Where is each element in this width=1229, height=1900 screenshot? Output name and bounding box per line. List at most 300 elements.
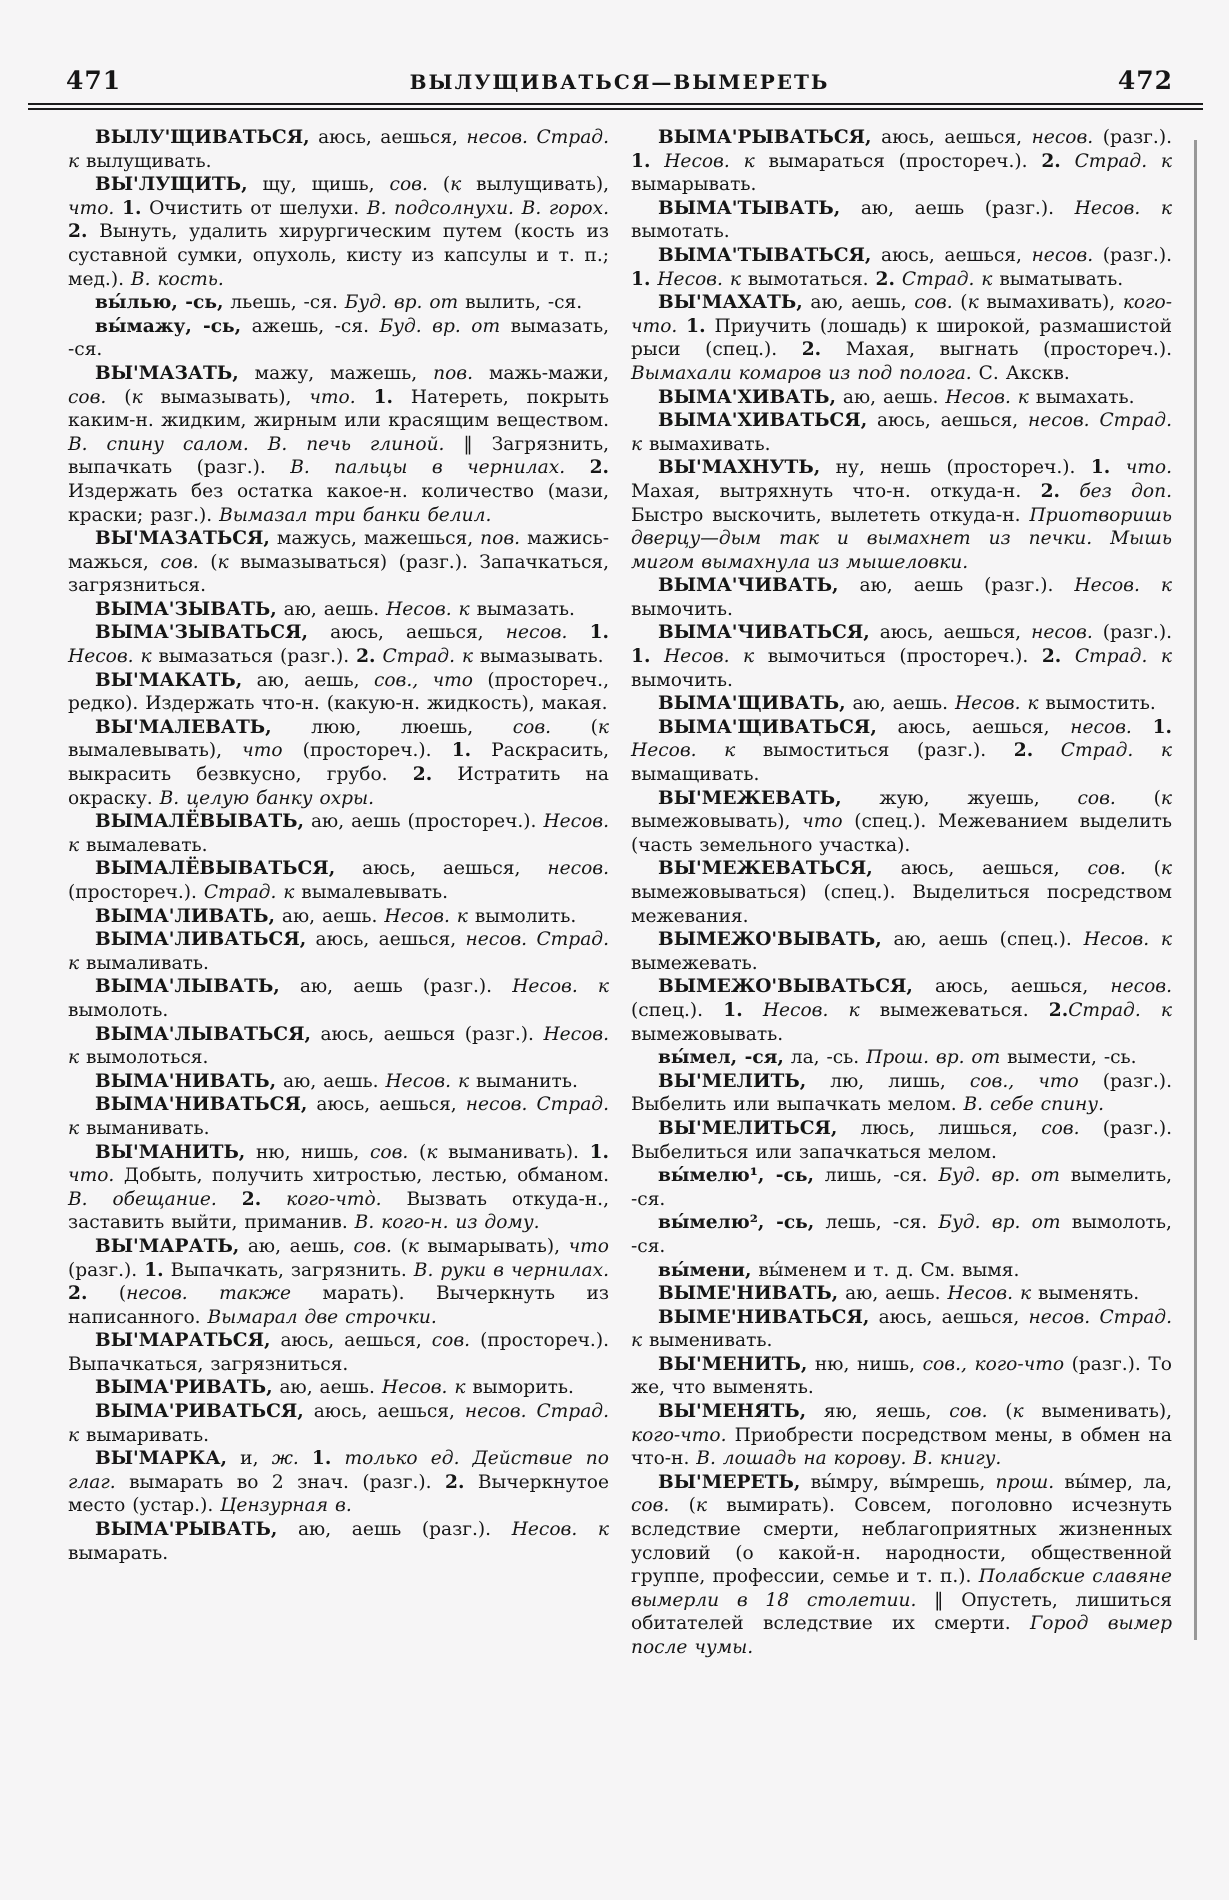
dictionary-entry (631, 716, 1172, 787)
entry-text: Выпачкать, загрязнить. (163, 1259, 414, 1281)
dictionary-entry (631, 1070, 1172, 1117)
entry-text: ( (87, 1283, 127, 1305)
entry-text: выматывать. (992, 268, 1124, 290)
entry-text: несов. (1031, 244, 1094, 266)
entry-text: вы́мер, ла, (1054, 1471, 1172, 1493)
entry-text: несов. (466, 127, 528, 148)
entry-text: сов. (949, 1401, 988, 1423)
headword: ВЫМА'ЗЫВАТЬСЯ, (95, 622, 308, 644)
entry-text: Добыть, получить хитростью, лестью, обманом. (114, 1165, 609, 1187)
entry-text: мажь-мажи, (473, 362, 609, 384)
dictionary-entry (631, 386, 1172, 410)
entry-text (526, 1401, 536, 1422)
entry-text: аю, аешь. (838, 1283, 948, 1305)
headword: ВЫ'МЕНЯТЬ, (658, 1401, 807, 1423)
entry-text (677, 316, 686, 337)
headword: ВЫМЕ'НИВАТЬСЯ, (658, 1306, 870, 1328)
entry-text (1140, 198, 1161, 219)
entry-text: несов. (465, 929, 528, 951)
entry-text: вымазывать), (142, 386, 310, 408)
entry-text: вымочить. (631, 598, 733, 620)
entry-text: к (217, 551, 229, 573)
headword: ВЫ'МАНИТЬ, (95, 1141, 246, 1163)
entry-text (114, 198, 122, 219)
entry-text: мажусь, мажешься, (269, 528, 481, 550)
entry-text: Страд. к (1060, 740, 1172, 762)
headword: ВЫМА'ХИВАТЬСЯ, (658, 410, 868, 432)
entry-text: ( (427, 174, 451, 196)
entry-text: Цензурная в. (220, 1495, 352, 1517)
entry-text: Несов. к (762, 999, 860, 1021)
dictionary-entry (631, 1046, 1172, 1070)
entry-text: кого-что. (631, 292, 1172, 337)
entry-text: несов. (505, 622, 568, 644)
entry-text: Страд. к (68, 1401, 609, 1446)
headword: ВЫМЕ'НИВАТЬ, (658, 1283, 839, 1305)
entry-text: к (1160, 999, 1172, 1021)
entry-text: вымолоть, -ся. (631, 1212, 1172, 1257)
entry-text: ( (987, 1401, 1013, 1423)
entry-text: вы́менем и т. д. См. вымя. (751, 1259, 1020, 1281)
running-head: ВЫЛУЩИВАТЬСЯ—ВЫМЕРЕТЬ (409, 70, 830, 94)
header-rule (28, 103, 1203, 110)
entry-text: аю, аешь, (242, 669, 374, 691)
entry-text: что (242, 740, 283, 762)
dictionary-entry (68, 527, 609, 598)
entry-text: С. Акскв. (971, 362, 1070, 384)
entry-text: аюсь, аешься, (869, 622, 1032, 644)
dictionary-entry (68, 1141, 609, 1235)
entry-text: сов. (370, 1141, 409, 1163)
entry-text: Вымарал две строчки. (207, 1306, 437, 1328)
entry-text: несов. (1070, 716, 1132, 738)
page-number-left: 471 (66, 66, 122, 95)
entry-text: выменивать), (1023, 1401, 1172, 1423)
entry-text: вымарать во 2 знач. (разг.). (115, 1471, 446, 1493)
entry-text (299, 1448, 312, 1469)
dictionary-entry (68, 1376, 609, 1400)
dictionary-entry (631, 621, 1172, 692)
dictionary-entry (631, 291, 1172, 385)
entry-text: без доп. (1079, 480, 1172, 502)
entry-text: Город вымер после чумы. (631, 1613, 1172, 1658)
entry-text: Страд. к (68, 127, 609, 172)
entry-text: вымотать. (631, 221, 730, 243)
entry-text: Несов. к (381, 1377, 466, 1399)
entry-text: несов. (465, 1094, 528, 1116)
entry-text (1061, 646, 1075, 667)
entry-text: аюсь, аешься, (307, 622, 506, 644)
entry-text: Несов. к (68, 811, 609, 856)
entry-text (1060, 481, 1079, 502)
entry-text: аюсь, аешься, (876, 716, 1071, 738)
headword: 1. (631, 268, 651, 290)
entry-text: вымежеваться. (859, 999, 1049, 1021)
entry-text: аю, аешь (простореч.). (303, 811, 544, 833)
dictionary-entry (631, 1164, 1172, 1211)
entry-text: к (131, 386, 143, 408)
headword: ВЫ'МЕЖЕВАТЬ, (658, 787, 842, 809)
entry-text: (разг.). То же, что выменять. (631, 1353, 1173, 1399)
entry-text: Страд. к (68, 929, 609, 974)
entry-text: Вызвать откуда-н., заставить выйти, приманив. (68, 1188, 610, 1234)
entry-text: ж. (271, 1448, 299, 1470)
dictionary-entry (631, 1211, 1172, 1258)
dictionary-entry (68, 1329, 609, 1376)
dictionary-entry (68, 669, 609, 716)
entry-text: вымостить. (1038, 693, 1156, 715)
entry-text: аюсь, аешься, (307, 1094, 466, 1116)
headword: 2. (68, 221, 88, 243)
entry-text: (разг.). (1093, 244, 1172, 266)
headword: ВЫМА'РИВАТЬ, (95, 1377, 273, 1399)
entry-text: аю, аешь (разг.). (840, 197, 1075, 219)
dictionary-entry (68, 1518, 609, 1565)
entry-text: Вымахали комаров из под полога. (631, 362, 972, 384)
entry-text: сов. (431, 1330, 471, 1352)
entry-text: аю, аешь. (272, 1377, 382, 1399)
entry-text: Несов. к (631, 740, 736, 762)
entry-text: выменять. (1031, 1283, 1140, 1305)
entry-text: вымазать, -ся. (68, 315, 609, 361)
entry-text: вымазаться (разг.). (151, 646, 357, 668)
headword: ВЫ'ЛУЩИТЬ, (95, 174, 248, 196)
entry-text: ( (391, 1235, 408, 1257)
headword: 2. (875, 268, 895, 290)
entry-text: Несов. к (657, 268, 741, 290)
entry-text: Махая, выгнать (простореч.). (821, 339, 1172, 361)
entry-text: аю, аешь, (802, 292, 915, 314)
entry-text: Махая, вытряхнуть что-н. откуда-н. (631, 480, 1041, 502)
entry-text: пов. (480, 528, 521, 550)
entry-text: вымоститься (разг.). (735, 740, 1014, 762)
headword: 2. (241, 1188, 262, 1210)
headword: ВЫМА'ЧИВАТЬ, (658, 575, 839, 597)
headword: 2. (589, 457, 609, 479)
entry-text: несов. (547, 858, 609, 880)
entry-text: аю, аешь (разг.). (277, 1519, 512, 1541)
dictionary-entry (631, 197, 1172, 244)
entry-text: вымалевать. (79, 834, 208, 856)
entry-text: вымочить. (631, 669, 733, 691)
headword: ВЫ'МАЛЕВАТЬ, (95, 716, 272, 738)
dictionary-entry (631, 692, 1172, 716)
entry-text: аю, аешь. (276, 1070, 386, 1092)
dictionary-entry (68, 905, 609, 929)
entry-text: аюсь, аешься, (303, 1401, 465, 1423)
entry-text: вымочиться (простореч.). (754, 646, 1042, 668)
entry-text: вымарывать. (631, 174, 757, 196)
entry-text: В. спину салом. В. печь глиной. (68, 433, 445, 455)
headword: ВЫМА'ЧИВАТЬСЯ, (658, 622, 870, 644)
entry-text (565, 457, 589, 478)
entry-text: Буд. вр. от (344, 292, 459, 314)
entry-text: аюсь, аешься, (871, 244, 1032, 266)
entry-text: аюсь, аешься, (872, 858, 1088, 880)
dictionary-entry (631, 857, 1172, 928)
entry-text: ню, нишь, (245, 1141, 370, 1163)
entry-text: Страд. к (203, 882, 295, 903)
entry-text: Несов. к (512, 976, 609, 998)
entry-text: Страд. к (631, 410, 1172, 455)
entry-text: аюсь, аешься, (871, 127, 1032, 148)
entry-text: мажу, мажешь, (238, 362, 434, 384)
headword: 2. (1013, 740, 1034, 762)
entry-text: аю, аешь. (835, 386, 946, 408)
entry-text: вымалевывать. (294, 882, 449, 903)
headword: ВЫ'МЕЖЕВАТЬСЯ, (658, 858, 873, 880)
entry-text: (спец.). Межеванием выделить (часть земельного участка). (631, 811, 1172, 856)
dictionary-entry (631, 928, 1172, 975)
entry-text: к (967, 292, 979, 314)
headword: ВЫМА'ЛЫВАТЬСЯ, (95, 1023, 311, 1045)
entry-text (217, 1189, 242, 1210)
entry-text: что. (68, 197, 115, 219)
entry-text: В. себе спину. (963, 1094, 1104, 1116)
entry-text: вымирать). Совсем, поголовно исчезнуть вследствие смерти, неблагоприятных жизненных условий (о какой-н. народности, общественной группе, профессии, семье и т. п.). (631, 1495, 1172, 1588)
headword: 1. (373, 386, 393, 408)
entry-text: яю, яешь, (806, 1401, 950, 1423)
entry-text: вымежевать. (631, 952, 758, 974)
entry-text: аю, аешь. (275, 905, 385, 927)
headword: 2. (412, 764, 433, 786)
entry-text: аюсь, аешься, (270, 1330, 432, 1352)
headword: вы́мени, (658, 1259, 752, 1281)
entry-text: ( (408, 1141, 427, 1163)
headword: вы́мелю², -сь, (658, 1212, 815, 1234)
headword: 1. (589, 1141, 609, 1163)
entry-text: В. целую банку охры. (159, 787, 375, 809)
entry-text: В. кого-н. из дому. (354, 1212, 540, 1234)
dictionary-entry (631, 1259, 1172, 1283)
entry-text: щу, щишь, (247, 174, 390, 196)
headword: ВЫ'МАХНУТЬ, (658, 457, 821, 479)
headword: ВЫ'МАРАТЬ, (95, 1235, 240, 1257)
entry-text: вымаливать. (79, 952, 209, 974)
headword: ВЫ'МЕНИТЬ, (658, 1353, 808, 1375)
entry-text: (разг.). (68, 1259, 145, 1281)
headword: вы́мажу, -сь, (95, 315, 242, 337)
entry-text (1141, 1000, 1161, 1021)
headword: 1. (723, 999, 743, 1021)
entry-text: несов. также (126, 1283, 292, 1305)
entry-text (1110, 457, 1125, 478)
entry-text: вымести, -сь. (1000, 1047, 1137, 1069)
entry-text: Приобрести посредством мены, в обмен на что-н. (631, 1424, 1172, 1470)
entry-text: марать). Вычеркнуть из написанного. (68, 1283, 609, 1328)
entry-text (331, 1448, 344, 1469)
entry-text: вымолить. (467, 905, 577, 927)
dictionary-entry (631, 1400, 1172, 1471)
entry-text: Несов. к (384, 905, 468, 927)
entry-text: выманивать). (437, 1141, 590, 1163)
entry-text: Буд. вр. от (938, 1165, 1060, 1187)
entry-text: что. (309, 386, 356, 408)
entry-text: аю, аешь (разг.). (838, 575, 1075, 597)
entry-text: Буд. вр. от (379, 315, 501, 337)
entry-text: аю, аешь, (239, 1235, 354, 1257)
entry-text: В. пальцы в чернилах. (290, 457, 566, 479)
headword: 2. (445, 1471, 465, 1493)
headword: ВЫМА'РИВАТЬСЯ, (95, 1401, 304, 1423)
dictionary-entry (631, 1471, 1172, 1660)
headword: ВЫ'МАРКА, (95, 1448, 227, 1470)
entry-text: сов. (1041, 1117, 1080, 1139)
entry-text: Натереть, покрыть каким-н. жидким, жирным или красящим веществом. (68, 386, 609, 432)
headword: ВЫМА'ТЫВАТЬ, (658, 197, 841, 219)
headword: ВЫ'МЕЛИТЬ, (658, 1070, 807, 1092)
entry-text: В. подсолнухи. В. горох. (366, 197, 609, 219)
headword: 2. (1048, 999, 1069, 1021)
entry-text: сов. (160, 551, 199, 573)
dictionary-entry (68, 621, 609, 668)
headword: ВЫЛУ'ЩИВАТЬСЯ, (95, 127, 310, 148)
entry-text: Страд. к (68, 1094, 609, 1139)
dictionary-entry (68, 362, 609, 527)
headword: 1. (631, 646, 651, 668)
entry-text: люсь, лишься, (837, 1117, 1042, 1139)
dictionary-entry (68, 928, 609, 975)
entry-text: Несов. к (1074, 575, 1173, 597)
headword: ВЫ'МЕРЕТЬ, (658, 1471, 801, 1493)
entry-text (1033, 740, 1061, 761)
entry-text: люю, люешь, (271, 716, 513, 738)
entry-text (1132, 717, 1153, 738)
dictionary-entry (68, 1093, 609, 1140)
headword: ВЫМАЛЁВЫВАТЬСЯ, (95, 858, 336, 880)
entry-text: несов. (1028, 1306, 1091, 1328)
entry-text: сов. (389, 174, 428, 196)
entry-text: выморить. (465, 1377, 574, 1399)
entry-text: к (426, 1141, 438, 1163)
entry-text: к (1012, 1401, 1024, 1423)
entry-text: сов., что (969, 1070, 1079, 1092)
entry-text (567, 622, 589, 643)
dictionary-entry (68, 716, 609, 810)
dictionary-entry (631, 787, 1172, 858)
entry-text: Несов. (1074, 197, 1141, 219)
right-column (631, 126, 1172, 1660)
headword: ВЫ'МАКАТЬ, (95, 669, 243, 691)
dictionary-entry (631, 975, 1172, 1046)
entry-text: выманить. (469, 1070, 578, 1092)
entry-text: вымолоться. (79, 1047, 209, 1069)
dictionary-entry (68, 315, 609, 362)
entry-text (261, 1189, 286, 1210)
entry-text: ню, нишь, (807, 1353, 923, 1375)
entry-text (1090, 410, 1100, 431)
entry-text: вымежовывать. (631, 1023, 784, 1045)
entry-text: (разг.). Выбелиться или запачкаться мелом. (631, 1117, 1172, 1163)
headword: 1. (122, 197, 142, 219)
entry-text: аюсь, аешься (разг.). (310, 1023, 544, 1045)
entry-text: аюсь, аешься, (306, 929, 466, 951)
entry-text: (простореч.). Выпачкаться, загрязниться. (68, 1330, 609, 1375)
entry-text: Несов. к (1083, 929, 1173, 951)
entry-text: сов. (1087, 858, 1126, 880)
dictionary-entry (631, 1282, 1172, 1306)
headword: ВЫМА'НИВАТЬСЯ, (95, 1094, 308, 1116)
entry-text: Страд. (1068, 999, 1141, 1021)
headword: ВЫМА'РЫВАТЬСЯ, (658, 127, 872, 148)
entry-text: несов. (1028, 410, 1090, 432)
entry-text: к (1160, 858, 1172, 880)
headword: 1. (1152, 716, 1172, 738)
entry-text: ‖ Опустеть, лишиться обитателей вследствие их смерти. (631, 1589, 1172, 1635)
entry-text: сов., что (373, 669, 473, 691)
headword: ВЫМА'ЛИВАТЬСЯ, (95, 929, 307, 951)
entry-text: ажешь, -ся. (241, 315, 380, 337)
entry-text: Вычеркнутое место (устар.). (68, 1471, 609, 1517)
entry-text: что. (1125, 457, 1172, 479)
entry-text: (простореч.). (282, 740, 452, 762)
entry-text: вымежовываться) (спец.). Выделиться посредством межевания. (631, 882, 1172, 927)
headword: ВЫМА'НИВАТЬ, (95, 1070, 277, 1092)
dictionary-entry (68, 1235, 609, 1329)
entry-text: сов. (512, 716, 552, 738)
headword: ВЫМА'ЛЫВАТЬ, (95, 976, 280, 998)
entry-text: В. кость. (130, 268, 224, 290)
entry-text: сов. (631, 1495, 670, 1517)
entry-text: ‖ Загрязнить, выпачкать (разг.). (68, 433, 609, 479)
entry-text: вымахивать. (642, 433, 771, 455)
headword: ВЫ'МАЗАТЬСЯ, (95, 528, 270, 550)
dictionary-entry (68, 810, 609, 857)
entry-text (895, 269, 902, 290)
entry-text: Страд. к (1074, 150, 1172, 172)
entry-text: кого-что̀. (286, 1188, 382, 1210)
entry-text: пов. (433, 362, 473, 384)
dictionary-entry (68, 857, 609, 904)
left-column (68, 126, 609, 1660)
entry-text: что (802, 811, 843, 833)
entry-text: вымежовывать), (631, 811, 803, 833)
entry-text: Страд. к (382, 646, 474, 668)
entry-text: льешь, -ся. (223, 292, 345, 314)
dictionary-entry (631, 1353, 1172, 1400)
entry-text: вылущивать), (461, 174, 609, 196)
entry-text (650, 151, 664, 172)
entry-text: аюсь, аешься, (869, 1306, 1029, 1328)
page-number-right: 472 (1117, 66, 1173, 95)
entry-text: (спец.). (631, 999, 724, 1021)
entry-text: прош. (995, 1471, 1055, 1493)
entry-text: Несов. к (386, 598, 470, 620)
entry-text: несов. (1110, 976, 1172, 998)
entry-text: только ед. Действие по глаг. (68, 1448, 609, 1493)
scan-edge-artifact (1194, 140, 1197, 1640)
entry-text: ла, -сь. (783, 1047, 867, 1069)
entry-text: вылущивать. (79, 150, 212, 172)
dictionary-entry (68, 126, 609, 173)
entry-text: аю, аешь. (276, 598, 387, 620)
entry-text: к (1160, 197, 1172, 219)
dictionary-entry (631, 574, 1172, 621)
entry-text (650, 646, 664, 667)
headword: ВЫМАЛЁВЫВАТЬ, (95, 811, 304, 833)
entry-text: В. обещание. (68, 1188, 217, 1210)
entry-text (356, 387, 374, 408)
entry-text: вымалевывать), (68, 740, 243, 762)
headword: 1. (686, 315, 706, 337)
entry-text: к (1160, 787, 1173, 809)
dictionary-entry (68, 173, 609, 291)
headword: 1. (589, 622, 609, 644)
entry-text (1061, 151, 1075, 172)
entry-text: ( (1115, 787, 1161, 809)
entry-text: Буд. вр. от (938, 1212, 1061, 1234)
entry-text: вымаривать. (79, 1424, 210, 1446)
